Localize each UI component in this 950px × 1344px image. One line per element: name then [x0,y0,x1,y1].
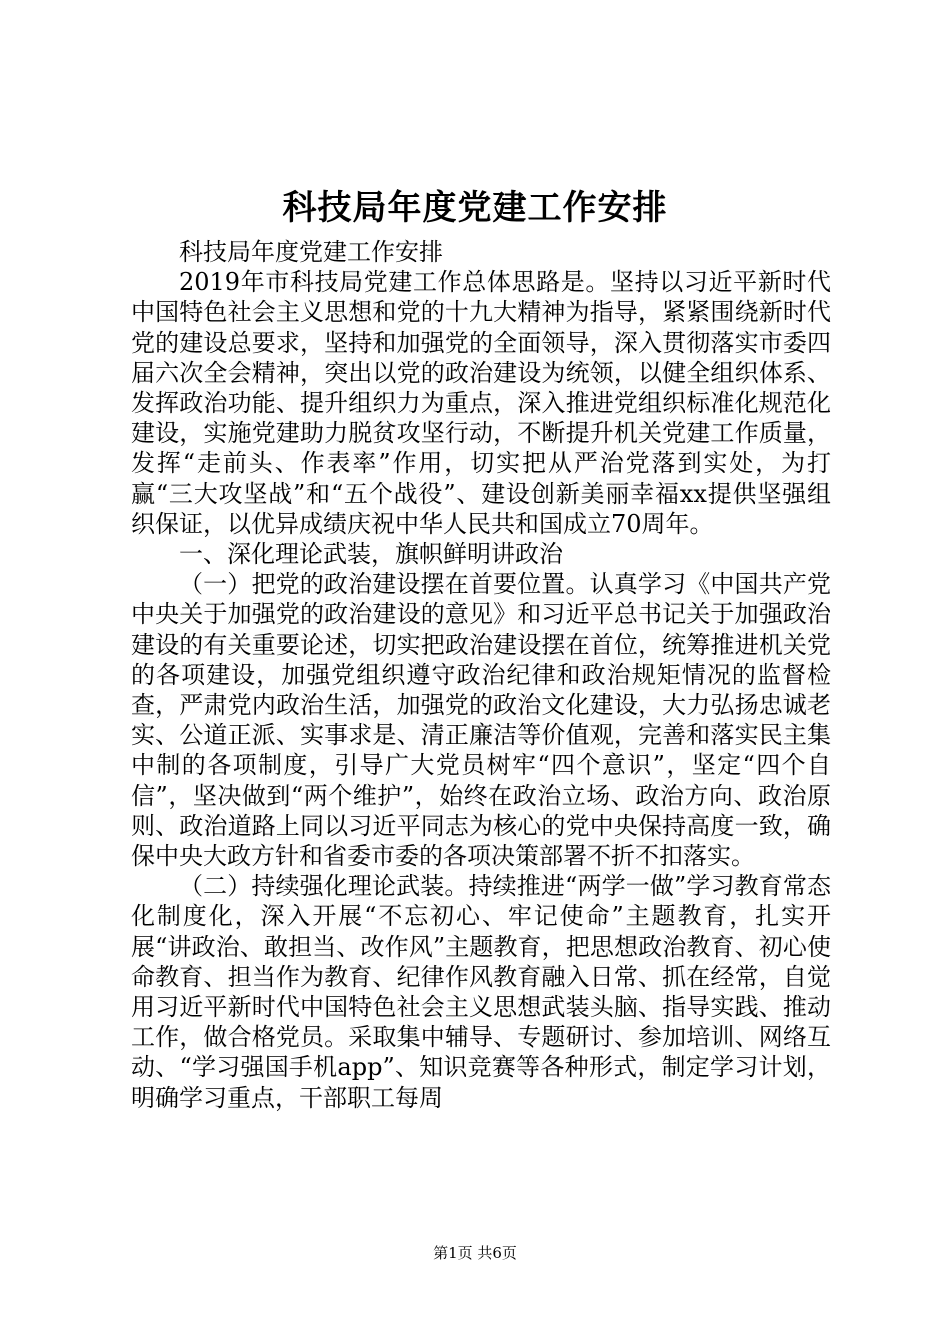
document-title: 科技局年度党建工作安排 [282,188,668,228]
page-footer: 第1页 共6页 [433,1244,517,1262]
section-heading-1: 一、深化理论武装，旗帜鲜明讲政治 [179,540,563,569]
paragraph-subtitle: 科技局年度党建工作安排 [179,238,443,266]
paragraph-overview: 2019年市科技局党建工作总体思路是。坚持以习近平新时代中国特色社会主义思想和党的十九大精神为指导，紧紧围绕新时代党的建设总要求，坚持和加强党的全面领导，深入贯彻落实市委四届六次全会精神，突出以党的政治建设为统领，以健全组织体系、发挥政治功能、提升组织力为重点，深入推进党组织标准化规范化建设，实施党建助力脱贫攻坚行动，不断提升机关党建工作质量，发挥“走前头、作表率”作用，切实把从严治党落到实处，为打赢“三大攻坚战”和“五个战役”、建设创新美丽幸福xx提供坚强组织保证，以优异成绩庆祝中华人民共和国成立70周年。 [131,268,831,538]
paragraph-item-2: （二）持续强化理论武装。持续推进“两学一做”学习教育常态化制度化，深入开展“不忘初心、牢记使命”主题教育，扎实开展“讲政治、敢担当、改作风”主题教育，把思想政治教育、初心使命教育、担当作为教育、纪律作风教育融入日常、抓在经常，自觉用习近平新时代中国特色社会主义思想武装头脑、指导实践、推动工作，做合格党员。采取集中辅导、专题研讨、参加培训、网络互动、“学习强国手机app”、知识竞赛等各种形式，制定学习计划，明确学习重点，干部职工每周 [131,872,831,1112]
document-body [131,237,831,1113]
paragraph-item-1: （一）把党的政治建设摆在首要位置。认真学习《中国共产党中央关于加强党的政治建设的意见》和习近平总书记关于加强政治建设的有关重要论述，切实把政治建设摆在首位，统筹推进机关党的各项建设，加强党组织遵守政治纪律和政治规矩情况的监督检查，严肃党内政治生活，加强党的政治文化建设，大力弘扬忠诚老实、公道正派、实事求是、清正廉洁等价值观，完善和落实民主集中制的各项制度，引导广大党员树牢“四个意识”，坚定“四个自信”，坚决做到“两个维护”，始终在政治立场、政治方向、政治原则、政治道路上同以习近平同志为核心的党中央保持高度一致，确保中央大政方针和省委市委的各项决策部署不折不扣落实。 [131,570,831,871]
